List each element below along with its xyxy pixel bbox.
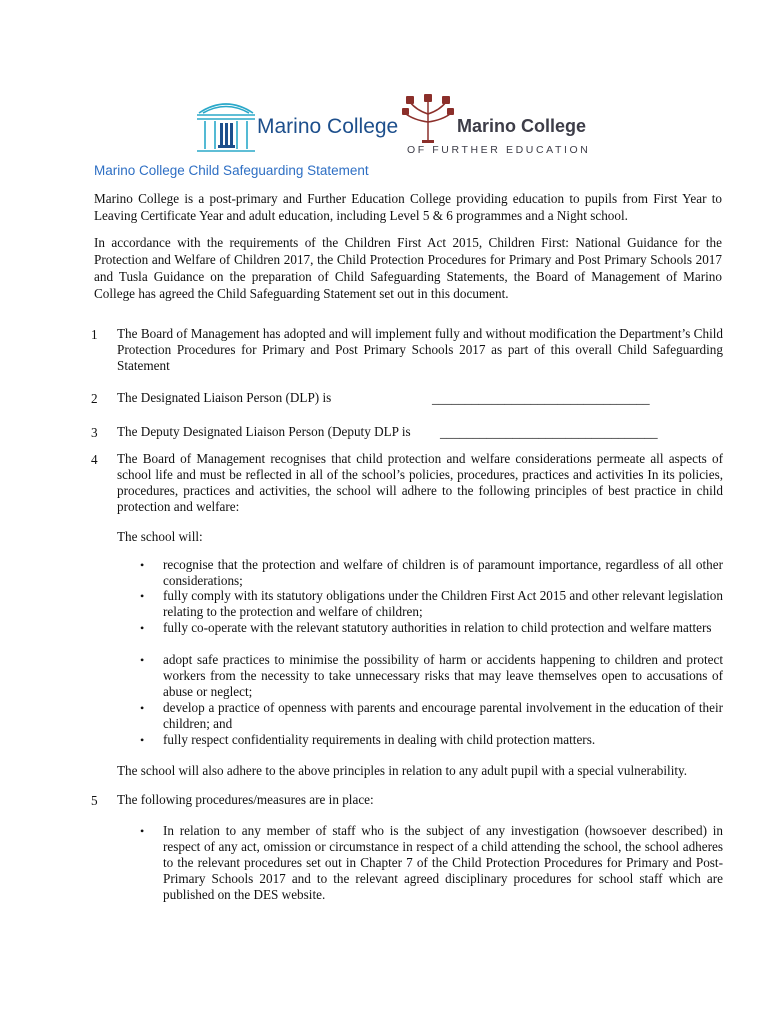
logo-right-name: Marino College [457, 116, 587, 136]
list-item: fully comply with its statutory obligations under the Children First Act 2015 and other relevant legislation relating to the protection and welfare of children; [163, 588, 723, 619]
logo-left-name: Marino College [257, 115, 399, 138]
bullet-icon: • [140, 621, 145, 635]
list-item: fully respect confidentiality requirements in dealing with child protection matters. [163, 732, 596, 747]
item-text: The Board of Management recognises that child protection and welfare considerations permeate all aspects of school life and must be reflected in all of the school’s policies, procedures, practices and activities In its policies, procedures, practices and activities, the school will adhere to the following principles of best practice in child protection and welfare: [117, 451, 723, 514]
item-number: 4 [91, 452, 98, 467]
list-item: In relation to any member of staff who is the subject of any investigation (howsoever described) in respect of any act, omission or circumstance in respect of a child attending the school, the school adheres to the relevant procedures set out in Chapter 7 of the Child Protection Procedures for Primary and Post-Primary Schools 2017 and to the relevant agreed disciplinary procedures for school staff which are published on the DES website. [163, 823, 723, 902]
bullet-icon: • [140, 701, 145, 715]
intro-paragraph: Marino College is a post-primary and Further Education College providing education to pupils from First Year to Leaving Certificate Year and adult education, including Level 5 & 6 programmes and a Night school. [94, 191, 722, 223]
dlp-name-blank: _________________________________ [432, 391, 650, 406]
building-facade-icon [195, 97, 257, 155]
item-text: The Deputy Designated Liaison Person (Deputy DLP is [117, 424, 411, 439]
deputy-dlp-name-blank: _________________________________ [440, 425, 658, 440]
bullet-icon: • [140, 558, 145, 572]
list-item: adopt safe practices to minimise the possibility of harm or accidents happening to children and protect workers from the necessity to take unnecessary risks that may leave themselves open to accusations of abuse or neglect; [163, 652, 723, 699]
bullet-icon: • [140, 824, 145, 838]
item-number: 2 [91, 391, 98, 406]
item-text: The Board of Management has adopted and will implement fully and without modification the Department’s Child Protection Procedures for Primary and Post Primary Schools 2017 as part of this overall Child Safeguarding Statement [117, 326, 723, 373]
marino-college-logo-left [195, 95, 399, 155]
item-number: 1 [91, 327, 98, 342]
lamp-post-icon [400, 92, 456, 144]
item-text: The following procedures/measures are in place: [117, 792, 374, 807]
list-item: develop a practice of openness with parents and encourage parental involvement in the education of their children; and [163, 700, 723, 731]
item-text: The Designated Liaison Person (DLP) is [117, 390, 332, 405]
logo-right-subtitle: OF FURTHER EDUCATION [407, 144, 591, 156]
page-title: Marino College Child Safeguarding Statement [94, 163, 369, 178]
item-number: 3 [91, 425, 98, 440]
list-item: recognise that the protection and welfare of children is of paramount importance, regardless of all other considerations; [163, 557, 723, 588]
bullet-icon: • [140, 653, 145, 667]
bullet-icon: • [140, 733, 145, 747]
item-lead: The school will: [117, 529, 203, 544]
bullet-icon: • [140, 589, 145, 603]
list-item: fully co-operate with the relevant statutory authorities in relation to child protection and welfare matters [163, 620, 712, 635]
item-closing: The school will also adhere to the above principles in relation to any adult pupil with a special vulnerability. [117, 763, 688, 778]
intro-paragraph: In accordance with the requirements of the Children First Act 2015, Children First: National Guidance for the Protection and Welfare of Children 2017, the Child Protection Procedures for Primary and Post Primary Schools 2017 and Tusla Guidance on the preparation of Child Safeguarding Statements, the Board of Management of Marino College has agreed the Child Safeguarding Statement set out in this document. [94, 235, 722, 301]
item-number: 5 [91, 793, 98, 808]
marino-college-logo-right [400, 92, 591, 160]
